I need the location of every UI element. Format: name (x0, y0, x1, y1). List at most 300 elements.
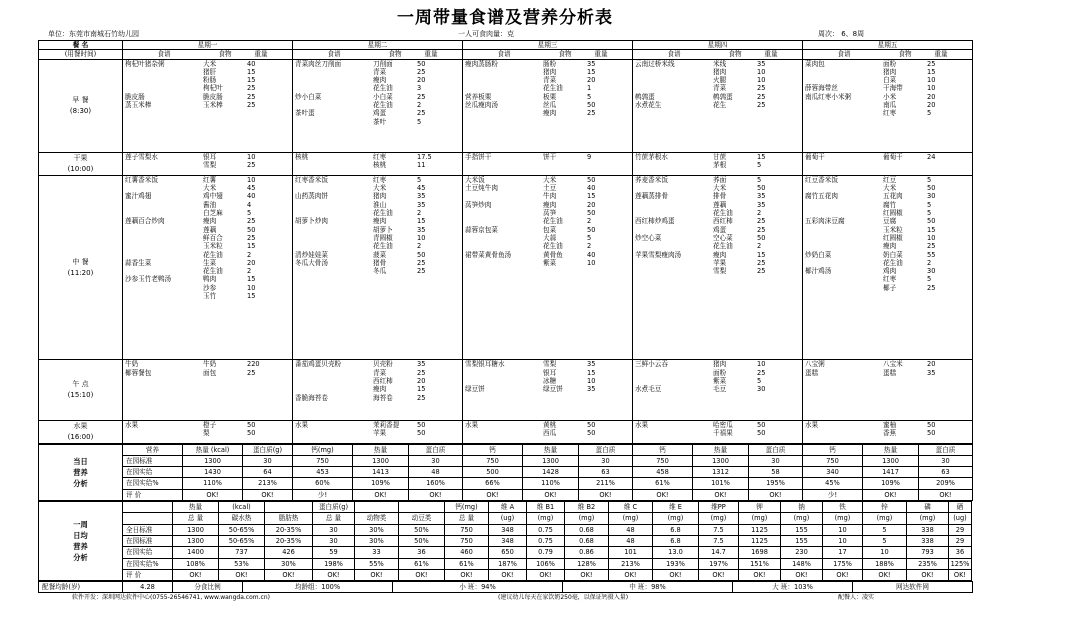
weekly-value: 6.8 (653, 524, 699, 535)
dish-name (803, 259, 883, 267)
ingredient-name: 牛奶 (203, 360, 217, 369)
dish-name (123, 284, 203, 292)
meal-label (39, 152, 123, 175)
menu-item-row (633, 360, 802, 368)
ingredient-weight: 5 (927, 175, 932, 184)
ingredient-name: 茅根 (713, 161, 727, 170)
menu-item-row (633, 153, 802, 161)
weekly-value: 1125 (739, 535, 781, 546)
dish-name (633, 76, 713, 84)
dish-name (803, 76, 883, 84)
menu-item-row (293, 109, 462, 117)
ratio-middle: 中 班：98% (563, 582, 733, 593)
menu-item-row (633, 176, 802, 184)
dish-name (293, 68, 373, 76)
dish-name (803, 284, 883, 292)
ingredient-weight: 10 (757, 360, 766, 369)
ingredient-name: 红薯 (203, 175, 217, 184)
weekly-value: OK! (907, 569, 949, 580)
dish-name (123, 234, 203, 242)
weekly-value: OK! (781, 569, 823, 580)
dish-name: 大米饭 (465, 175, 485, 184)
meal-row (39, 175, 973, 360)
ingredient-name: 茉莉香提 (373, 420, 400, 429)
daily-value: OK! (243, 489, 293, 500)
ingredient-name: 丝瓜 (543, 101, 557, 110)
menu-item-row (633, 93, 802, 101)
ingredient-name: 红枣 (373, 175, 387, 184)
daily-value: 64 (243, 467, 293, 478)
menu-item-row (803, 275, 972, 283)
weekly-value: OK! (653, 569, 699, 580)
ingredient-name: 花生油 (543, 217, 563, 226)
weekly-row-label: 在园实给% (123, 558, 173, 569)
daily-value: 58 (749, 467, 803, 478)
ingredient-weight: 5 (927, 275, 932, 284)
ingredient-weight: 55 (927, 250, 936, 259)
ingredient-weight: 10 (927, 233, 936, 242)
ingredient-name: 板栗 (543, 92, 557, 101)
dish-name (463, 377, 543, 385)
weekly-unit-cell: (mg) (739, 513, 781, 524)
daily-value: OK! (353, 489, 409, 500)
meal-day-cell (633, 175, 803, 360)
menu-item-row (803, 251, 972, 259)
ingredient-weight: 25 (247, 161, 256, 170)
menu-item-row (123, 251, 292, 259)
per-person-label: 一人可食肉量：克 (458, 30, 514, 38)
meal-day-cell (293, 360, 463, 420)
ingredient-name: 青菜 (543, 76, 557, 85)
ingredient-name: 葡萄干 (883, 152, 903, 161)
menu-item-row (803, 369, 972, 377)
weekly-header-cell: 硒 (949, 502, 972, 513)
dish-name: 绿豆饼 (465, 385, 485, 394)
daily-value: 1300 (183, 455, 243, 466)
dish-name (463, 76, 543, 84)
footer-developer: 软件开发：深圳网达软件中心(0755-26546741, www.wangda.com.cn) (72, 594, 270, 602)
ingredient-weight: 20 (417, 377, 426, 386)
dish-name (293, 201, 373, 209)
weekly-value: 155 (781, 535, 823, 546)
ingredient-weight: 50 (757, 420, 766, 429)
menu-item-row (463, 101, 632, 109)
daily-value: 101% (693, 478, 749, 489)
dish-name (293, 242, 373, 250)
ingredient-name: 甘蔗 (713, 152, 727, 161)
menu-item-row (803, 68, 972, 76)
weekly-value: OK! (527, 569, 565, 580)
ingredient-name: 猪肝 (203, 67, 217, 76)
weekly-unit-cell: (mg) (699, 513, 739, 524)
dish-name: 水煮花生 (635, 101, 662, 110)
ingredient-name: 瘦肉 (543, 109, 557, 118)
menu-item-row (123, 192, 292, 200)
dish-name: 菜肉包 (805, 59, 825, 68)
ingredient-name: 青菜 (373, 67, 387, 76)
sub-header-cell (463, 50, 633, 59)
dish-name: 葡萄干 (805, 152, 825, 161)
ingredient-weight: 35 (587, 385, 596, 394)
ingredient-name: 雪梨 (713, 267, 727, 276)
weekly-value: 348 (489, 535, 527, 546)
dish-name (463, 369, 543, 377)
ingredient-name: 包菜 (543, 225, 557, 234)
meal-time: (15:10) (67, 391, 94, 400)
menu-item-row (293, 429, 462, 437)
dish-name (633, 209, 713, 217)
ingredient-weight: 50 (757, 184, 766, 193)
ingredient-name: 玉米粒 (883, 225, 903, 234)
menu-item-row (633, 267, 802, 275)
daily-row-label: 评 价 (123, 489, 183, 500)
ingredient-weight: 50 (417, 250, 426, 259)
meal-time-header: (用餐时间) (39, 50, 123, 59)
meal-name: 干果 (73, 153, 88, 162)
dish-name (463, 234, 543, 242)
menu-item-row (463, 259, 632, 267)
weekly-value: 106% (527, 558, 565, 569)
dish-name: 水果 (635, 420, 649, 429)
ingredient-name: 茶叶 (373, 117, 387, 126)
footer-author: 配餐人：凌实 (838, 594, 875, 602)
sub-header-label: 食谱 (157, 50, 171, 59)
sub-header-row (39, 50, 973, 59)
sub-header-label: 食物 (898, 50, 912, 59)
daily-value: OK! (863, 489, 919, 500)
dish-name (293, 76, 373, 84)
page-title: 一周带量食谱及营养分析表 (397, 8, 613, 28)
dish-name: 番茄鸡蛋贝壳粉 (295, 360, 342, 369)
ingredient-weight: 20 (927, 101, 936, 110)
menu-item-row (803, 267, 972, 275)
meal-day-cell (803, 175, 973, 360)
ingredient-name: 红枣 (883, 275, 897, 284)
menu-item-row (123, 184, 292, 192)
menu-item-row (633, 421, 802, 429)
meal-day-cell (633, 420, 803, 443)
ingredient-name: 肠粉 (543, 59, 557, 68)
weekly-value: 7.5 (699, 524, 739, 535)
dish-name: 胡萝卜炒肉 (295, 217, 328, 226)
weekly-value: 151% (739, 558, 781, 569)
ingredient-weight: 50 (587, 175, 596, 184)
ingredient-weight: 25 (247, 217, 256, 226)
ingredient-weight: 35 (417, 192, 426, 201)
menu-item-row (633, 234, 802, 242)
meta-row (38, 28, 972, 40)
daily-value: OK! (463, 489, 523, 500)
ingredient-name: 火腿 (713, 76, 727, 85)
ingredient-weight: 50 (757, 428, 766, 437)
dish-name (123, 76, 203, 84)
menu-item-row (293, 118, 462, 126)
weekly-data-row (39, 547, 972, 558)
meal-day-cell (123, 152, 293, 175)
ingredient-name: 大米 (713, 184, 727, 193)
weekly-value: 235% (907, 558, 949, 569)
menu-item-row (293, 176, 462, 184)
weekly-value: 230 (781, 547, 823, 558)
ingredient-weight: 50 (417, 428, 426, 437)
menu-item-row (123, 226, 292, 234)
daily-value: 30 (579, 455, 633, 466)
daily-value: OK! (749, 489, 803, 500)
dish-name: 蛋糕 (805, 368, 819, 377)
daily-value: 61% (633, 478, 693, 489)
ingredient-weight: 5 (587, 92, 592, 101)
sub-header-cell (293, 50, 463, 59)
ingredient-weight: 50 (247, 428, 256, 437)
menu-item-row (123, 153, 292, 161)
menu-item-row (633, 369, 802, 377)
menu-item-row (293, 93, 462, 101)
menu-item-row (123, 284, 292, 292)
ingredient-weight: 2 (247, 267, 252, 276)
ingredient-weight: 9 (587, 152, 592, 161)
dish-name (123, 429, 203, 437)
ingredient-name: 蛋糕 (883, 368, 897, 377)
day-header: 星期一 (123, 41, 293, 50)
weekly-header-cell: 钙(mg) (445, 502, 489, 513)
weekly-value: 17 (823, 547, 863, 558)
ingredient-name: 莴笋 (543, 209, 557, 218)
daily-data-row (39, 489, 973, 500)
dish-name: 莲藕百合炒肉 (125, 217, 165, 226)
menu-item-row (463, 242, 632, 250)
weekly-value: 1698 (739, 547, 781, 558)
dish-name (803, 68, 883, 76)
menu-item-row (803, 201, 972, 209)
weekly-value: 29 (949, 535, 972, 546)
ingredient-name: 红枣 (883, 109, 897, 118)
daily-value: 66% (463, 478, 523, 489)
weekly-value: 187% (489, 558, 527, 569)
menu-item-row (293, 385, 462, 393)
ingredient-weight: 10 (927, 76, 936, 85)
daily-row-label: 在园实给 (123, 467, 183, 478)
ingredient-name: 饼干 (543, 152, 557, 161)
dish-name: 薛蓉海带丝 (805, 84, 838, 93)
menu-item-row (803, 76, 972, 84)
weekly-data-row (39, 535, 972, 546)
ingredient-weight: 50 (587, 420, 596, 429)
dish-name (803, 242, 883, 250)
weekly-value: 30% (265, 558, 313, 569)
ingredient-weight: 10 (757, 67, 766, 76)
ingredient-weight: 25 (247, 233, 256, 242)
meal-time: (11:20) (67, 268, 94, 277)
menu-item-row (293, 84, 462, 92)
daily-row-label: 在园标准 (123, 455, 183, 466)
menu-item-row (633, 251, 802, 259)
weekly-value: 61% (399, 558, 445, 569)
meal-label (39, 360, 123, 420)
menu-item-row (123, 267, 292, 275)
menu-item-row (463, 217, 632, 225)
dish-name: 苹果雪梨瘦肉汤 (635, 250, 682, 259)
ingredient-weight: 20 (417, 76, 426, 85)
ingredient-weight: 5 (927, 109, 932, 118)
menu-item-row (803, 226, 972, 234)
ingredient-name: 莲藕 (203, 225, 217, 234)
weekly-value: OK! (355, 569, 399, 580)
menu-item-row (463, 84, 632, 92)
menu-item-row (633, 377, 802, 385)
weekly-value: 30 (313, 535, 355, 546)
menu-item-row (463, 109, 632, 117)
dish-name: 冬瓜大骨汤 (295, 258, 328, 267)
dish-name: 莲藕蒸排骨 (635, 192, 668, 201)
dish-name: 蒸玉米棒 (125, 101, 152, 110)
ingredient-name: 花生油 (373, 209, 393, 218)
dish-name: 云南过桥米线 (635, 59, 675, 68)
menu-item-row (803, 192, 972, 200)
dish-name (633, 267, 713, 275)
ingredient-weight: 35 (757, 59, 766, 68)
dish-name (633, 68, 713, 76)
menu-item-row (633, 161, 802, 169)
meal-day-cell (293, 420, 463, 443)
menu-item-row (463, 377, 632, 385)
daily-value: 1413 (353, 467, 409, 478)
ingredient-name: 猪肉 (373, 192, 387, 201)
weekly-value: 1400 (173, 547, 219, 558)
weekly-nutrition-table (38, 501, 972, 581)
ingredient-weight: 25 (417, 109, 426, 118)
weekly-unit-cell: (ug) (949, 513, 972, 524)
dish-name: 水煮毛豆 (635, 385, 662, 394)
meal-day-cell (463, 175, 633, 360)
weekly-value: 0.75 (527, 535, 565, 546)
ingredient-name: 绿豆饼 (543, 385, 563, 394)
weekly-value: 61% (445, 558, 489, 569)
daily-header-cell: 钙 (633, 444, 693, 455)
weekly-unit-cell: (mg) (527, 513, 565, 524)
weekly-value: 0.79 (527, 547, 565, 558)
dish-name: 脆皮肠 (125, 92, 145, 101)
menu-item-row (633, 68, 802, 76)
ingredient-weight: 5 (757, 161, 762, 170)
sub-header-label: 食物 (728, 50, 742, 59)
ingredient-weight: 15 (587, 368, 596, 377)
menu-item-row (123, 259, 292, 267)
ingredient-weight: 45 (247, 184, 256, 193)
ingredient-name: 酱油 (203, 200, 217, 209)
ingredient-weight: 35 (417, 225, 426, 234)
ingredient-weight: 50 (247, 420, 256, 429)
menu-item-row (293, 209, 462, 217)
dish-name: 炒空心菜 (635, 233, 662, 242)
ingredient-name: 冬瓜 (373, 267, 387, 276)
ingredient-name: 生菜 (203, 258, 217, 267)
menu-item-row (123, 292, 292, 300)
dish-name (463, 192, 543, 200)
meal-day-cell (123, 360, 293, 420)
menu-item-row (803, 176, 972, 184)
meal-time: (16:00) (67, 432, 94, 441)
menu-item-row (123, 275, 292, 283)
daily-value: 195% (749, 478, 803, 489)
ingredient-name: 苹果 (713, 258, 727, 267)
meal-day-cell (463, 360, 633, 420)
menu-item-row (463, 369, 632, 377)
dish-name: 营养板栗 (465, 92, 492, 101)
dish-name: 腐竹五花肉 (805, 192, 838, 201)
ingredient-name: 西红柿 (373, 377, 393, 386)
sub-header-cell (803, 50, 973, 59)
ingredient-weight: 25 (757, 258, 766, 267)
menu-item-row (803, 109, 972, 117)
ingredient-weight: 2 (417, 209, 422, 218)
footer (38, 593, 972, 602)
ingredient-name: 莲藕 (713, 200, 727, 209)
ingredient-name: 冰糖 (543, 377, 557, 386)
ingredient-name: 玉米粒 (203, 242, 223, 251)
menu-item-row (633, 217, 802, 225)
ingredient-name: 黄骨鱼 (543, 250, 563, 259)
ingredient-name: 花生油 (883, 258, 903, 267)
ingredient-weight: 1 (587, 84, 592, 93)
ingredient-weight: 11 (417, 161, 426, 170)
weekly-header-cell: 维 C (609, 502, 653, 513)
menu-item-row (293, 377, 462, 385)
dish-name (463, 429, 543, 437)
menu-item-row (803, 84, 972, 92)
daily-value: 少! (293, 489, 353, 500)
menu-item-row (293, 60, 462, 68)
menu-item-row (463, 360, 632, 368)
weekly-data-row (39, 558, 972, 569)
ingredient-weight: 25 (417, 368, 426, 377)
menu-item-row (633, 242, 802, 250)
ingredient-name: 鸡蛋 (713, 225, 727, 234)
weekly-unit-cell: (mg) (653, 513, 699, 524)
menu-item-row (803, 421, 972, 429)
weekly-value: 50-65% (219, 524, 265, 535)
weekly-value: 13.0 (653, 547, 699, 558)
menu-item-row (293, 101, 462, 109)
menu-item-row (293, 242, 462, 250)
ingredient-name: 大米 (203, 184, 217, 193)
ingredient-name: 胡萝卜 (373, 225, 393, 234)
weekly-header-cell: 蛋白质(g) (313, 502, 355, 513)
ingredient-name: 花生油 (713, 242, 733, 251)
menu-item-row (293, 267, 462, 275)
ingredient-weight: 5 (247, 209, 252, 218)
ingredient-name: 黄桃 (543, 420, 557, 429)
daily-data-row (39, 467, 973, 478)
ingredient-name: 苹果 (373, 428, 387, 437)
ingredient-name: 椰子 (883, 283, 897, 292)
menu-item-row (633, 385, 802, 393)
menu-item-row (123, 93, 292, 101)
ingredient-weight: 50 (587, 101, 596, 110)
menu-item-row (803, 101, 972, 109)
dish-name: 牛奶 (125, 360, 139, 369)
ingredient-name: 花生油 (543, 84, 563, 93)
ingredient-name: 青菜 (713, 84, 727, 93)
ingredient-name: 鸡肉 (883, 267, 897, 276)
menu-table (38, 40, 973, 444)
menu-item-row (293, 259, 462, 267)
daily-value: 1430 (183, 467, 243, 478)
dish-name: 青菜肉丝刀削面 (295, 59, 342, 68)
menu-item-row (463, 76, 632, 84)
ingredient-weight: 2 (927, 258, 932, 267)
ingredient-weight: 50 (757, 233, 766, 242)
ingredient-name: 哈密瓜 (713, 420, 733, 429)
